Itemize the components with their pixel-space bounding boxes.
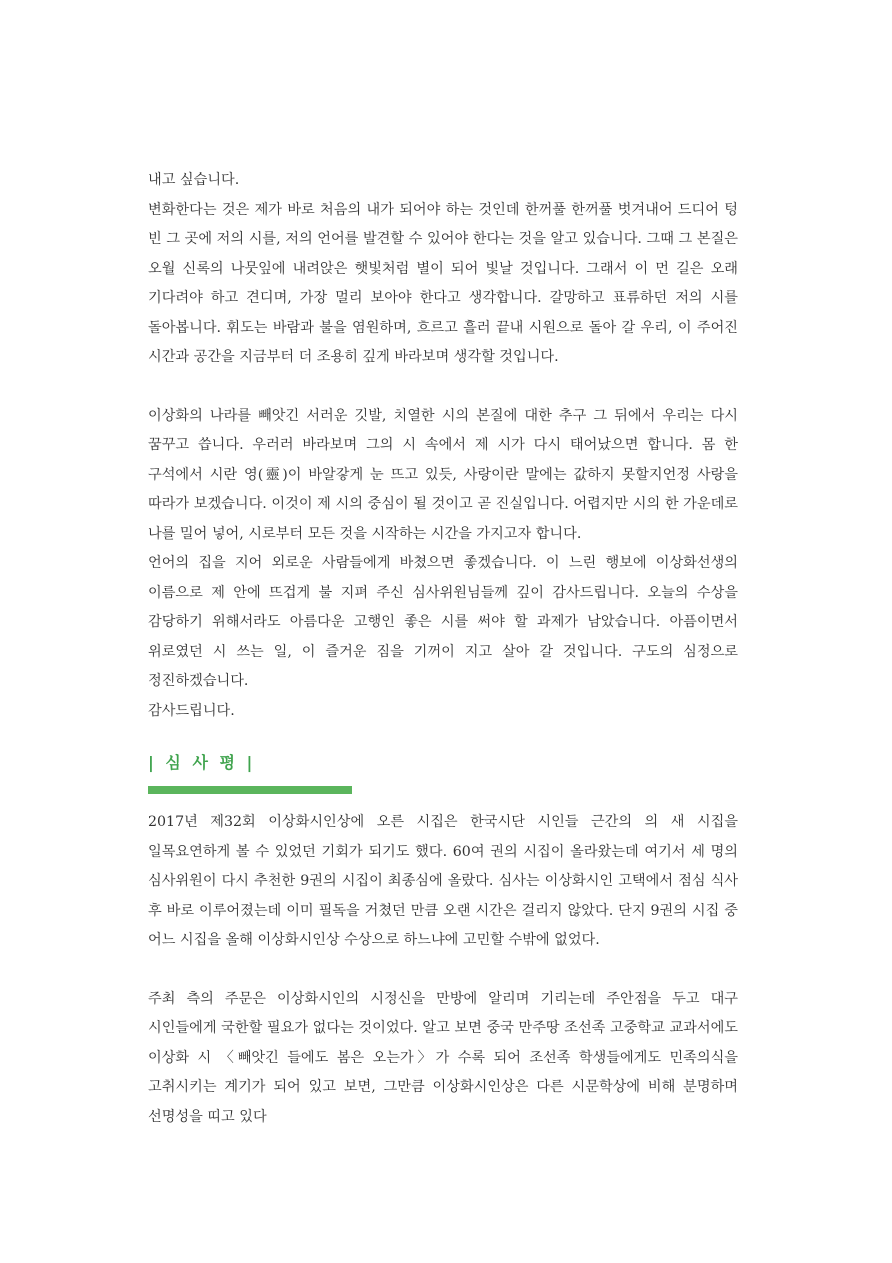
review-paragraph-2: 주최 측의 주문은 이상화시인의 시정신을 만방에 알리며 기리는데 주안점을 두고 대구 시인들에게 국한할 필요가 없다는 것이었다. 알고 보면 중국 만주땅 조선족 고중학교 교과서에도 이상화 시 〈빼앗긴 들에도 봄은 오는가〉가 수록 되어 조선족 학생들에게도 민족의식을 고취시키는 계기가 되어 있고 보면, 그만큼 이상화시인상은 다른 시문학상에 비해 분명하며 선명성을 띠고 있다	[148, 990, 738, 1125]
paragraph-gap	[148, 956, 738, 985]
essay-paragraph-5: 감사드립니다.	[148, 702, 235, 719]
essay-paragraph-1: 내고 싶습니다.	[148, 172, 240, 188]
document-page	[148, 166, 738, 1132]
review-section-rule	[148, 786, 352, 794]
review-paragraph-1: 2017년 제32회 이상화시인상에 오른 시집은 한국시단 시인들 근간의 의 새 시집을 일목요연하게 볼 수 있었던 기회가 되기도 했다. 60여 권의 시집이 올라왔는데 여기서 세 명의 심사위원이 다시 추천한 9권의 시집이 최종심에 올랐다. 심사는 이상화시인 고택에서 점심 식사 후 바로 이루어졌는데 이미 필독을 거쳤던 만큼 오랜 시간은 걸리지 않았다. 단지 9권의 시집 중 어느 시집을 올해 이상화시인상 수상으로 하느냐에 고민할 수밖에 없었다.	[148, 814, 738, 948]
essay-paragraph-4: 언어의 집을 지어 외로운 사람들에게 바쳤으면 좋겠습니다. 이 느린 행보에 이상화선생의 이름으로 제 안에 뜨겁게 불 지펴 주신 심사위원님들께 깊이 감사드립니다. 오늘의 수상을 감당하기 위해서라도 아름다운 고행인 좋은 시를 써야 할 과제가 남았습니다. 아픔이면서 위로였던 시 쓰는 일, 이 즐거운 짐을 기꺼이 지고 살아 갈 것입니다. 구도의 심정으로 정진하겠습니다.	[148, 555, 738, 689]
paragraph-gap	[148, 373, 738, 402]
essay-paragraph-2: 변화한다는 것은 제가 바로 처음의 내가 되어야 하는 것인데 한꺼풀 한꺼풀 벗겨내어 드디어 텅 빈 그 곳에 저의 시를, 저의 언어를 발견할 수 있어야 한다는 것을 알고 있습니다. 그때 그 본질은 오월 신록의 나뭇잎에 내려앉은 햇빛처럼 별이 되어 빛날 것입니다. 그래서 이 먼 길은 오래 기다려야 하고 견디며, 가장 멀리 보아야 한다고 생각합니다. 갈망하고 표류하던 저의 시를 돌아봅니다. 휘도는 바람과 불을 염원하며, 흐르고 흘러 끝내 시원으로 돌아 갈 우리, 이 주어진 시간과 공간을 지금부터 더 조용히 깊게 바라보며 생각할 것입니다.	[148, 201, 738, 365]
essay-paragraph-3: 이상화의 나라를 빼앗긴 서러운 깃발, 치열한 시의 본질에 대한 추구 그 뒤에서 우리는 다시 꿈꾸고 씁니다. 우러러 바라보며 그의 시 속에서 제 시가 다시 태어났으면 합니다. 몸 한 구석에서 시란 영(靈)이 바알갛게 눈 뜨고 있듯, 사랑이란 말에는 값하지 못할지언정 사랑을 따라가 보겠습니다. 이것이 제 시의 중심이 될 것이고 곧 진실입니다. 어렵지만 시의 한 가운데로 나를 밀어 넣어, 시로부터 모든 것을 시작하는 시간을 가지고자 합니다.	[148, 407, 738, 542]
review-section-title: | 심 사 평 |	[148, 753, 256, 772]
